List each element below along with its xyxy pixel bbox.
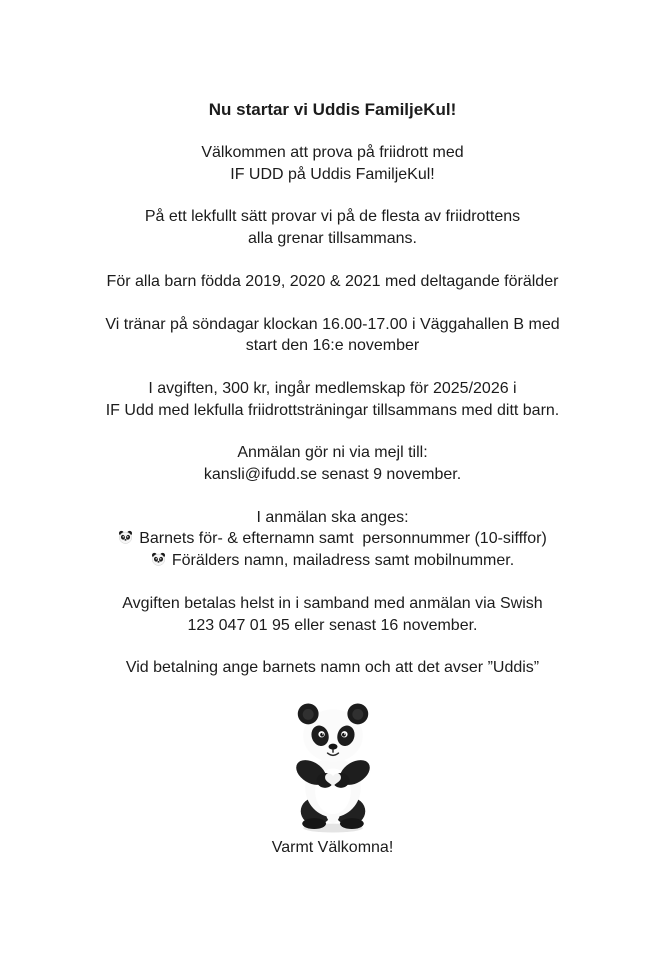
requirement-item-text: Förälders namn, mailadress samt mobilnummer. <box>171 552 515 570</box>
fee-line-1: I avgiften, 300 kr, ingår medlemskap för 2025/2026 i <box>148 379 517 397</box>
payment-note-line: Vid betalning ange barnets namn och att det avser ”Uddis” <box>125 659 540 677</box>
requirement-item <box>0 528 665 550</box>
payment-swish-line: 123 047 01 95 eller senast 16 november. <box>187 616 478 634</box>
intro-paragraph <box>0 142 665 185</box>
payment-paragraph <box>0 593 665 636</box>
audience-line: För alla barn födda 2019, 2020 & 2021 med deltagande förälder <box>106 272 559 290</box>
schedule-line-1: Vi tränar på söndagar klockan 16.00-17.00 i Väggahallen B med <box>105 315 560 333</box>
fee-line-2: IF Udd med lekfulla friidrottsträningar tillsammans med ditt barn. <box>105 401 560 419</box>
page-title: Nu startar vi Uddis FamiljeKul! <box>208 100 457 119</box>
about-line-1: På ett lekfullt sätt provar vi på de flesta av friidrottens <box>144 208 521 226</box>
registration-paragraph <box>0 442 665 485</box>
payment-line-1: Avgiften betalas helst in i samband med anmälan via Swish <box>122 594 543 612</box>
about-line-2: alla grenar tillsammans. <box>248 230 417 248</box>
panda-emoji-icon <box>151 552 166 566</box>
payment-note-paragraph <box>0 657 665 679</box>
schedule-paragraph <box>0 314 665 357</box>
requirement-item <box>0 550 665 572</box>
intro-line-1: Välkommen att prova på friidrott med <box>201 144 464 161</box>
requirements-section <box>0 507 665 572</box>
intro-line-2: IF UDD på Uddis FamiljeKul! <box>230 165 435 183</box>
audience-paragraph <box>0 271 665 293</box>
requirement-item-text: Barnets för- & efternamn samt personnummer (10-sifffor) <box>139 530 547 548</box>
schedule-line-2: start den 16:e november <box>245 337 420 355</box>
closing-line: Varmt Välkomna! <box>271 838 394 856</box>
panda-holding-heart-image <box>272 700 394 834</box>
fee-paragraph <box>0 378 665 421</box>
requirements-heading: I anmälan ska anges: <box>256 508 409 526</box>
about-paragraph <box>0 206 665 249</box>
registration-line-1: Anmälan gör ni via mejl till: <box>237 444 428 462</box>
registration-email-line: kansli@ifudd.se senast 9 november. <box>203 466 462 484</box>
panda-emoji-icon <box>118 530 133 544</box>
